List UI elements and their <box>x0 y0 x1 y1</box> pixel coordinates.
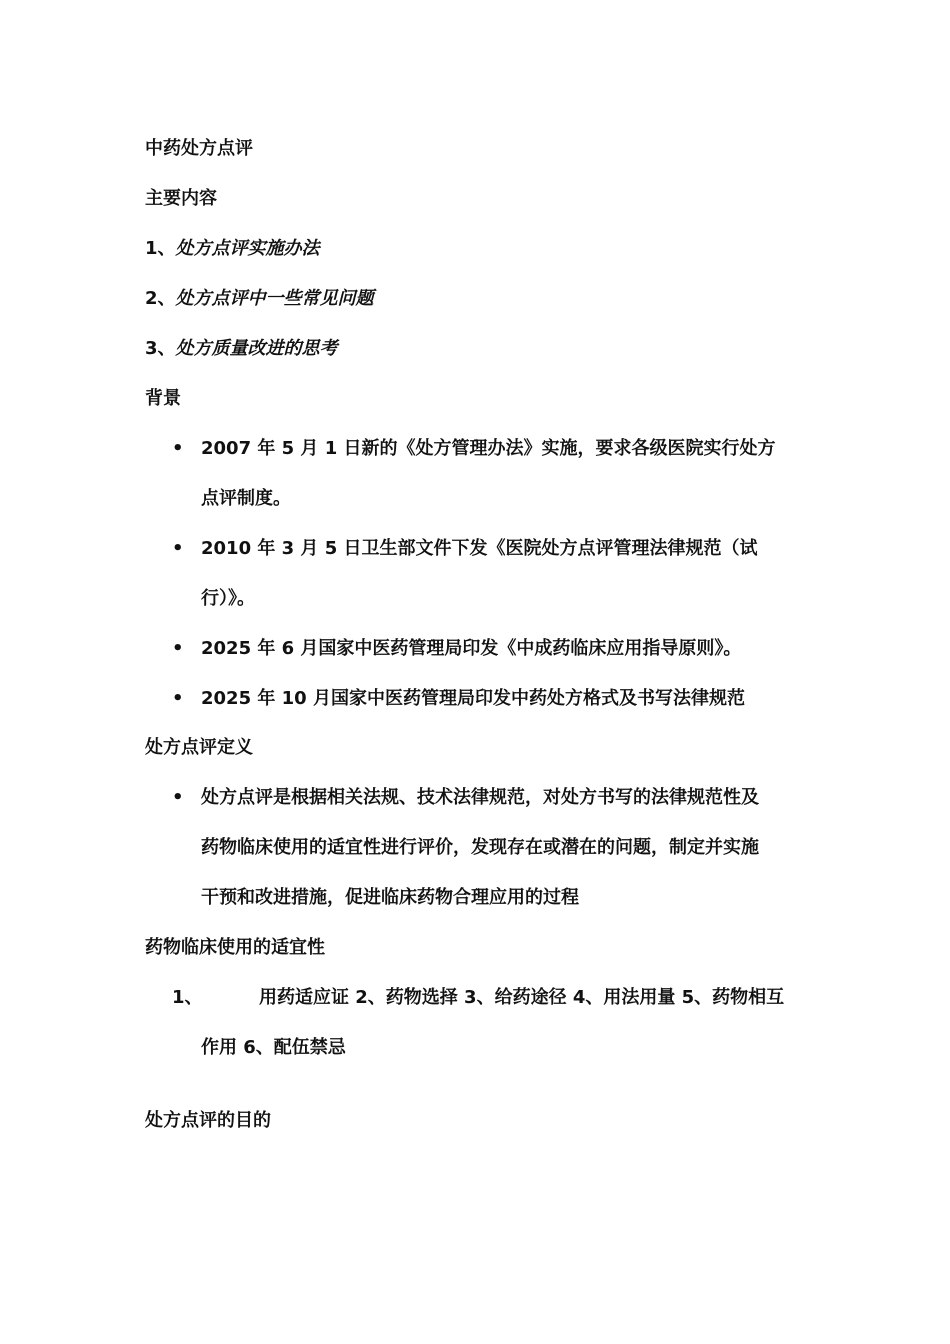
contents-item-number: 2、 <box>145 288 176 309</box>
contents-item <box>145 337 338 361</box>
contents-item-number: 1、 <box>145 238 176 259</box>
numbered-item-continuation: 作用 6、配伍禁忌 <box>201 1037 346 1058</box>
contents-item-number: 3、 <box>145 338 176 359</box>
bullet-continuation: 点评制度。 <box>201 488 291 509</box>
contents-item <box>145 287 374 311</box>
numbered-item-text: 用药适应证 2、药物选择 3、给药途径 4、用法用量 5、药物相互 <box>259 987 785 1008</box>
bullet-continuation: 行）》。 <box>201 588 255 609</box>
bullet-text: 2007 年 5 月 1 日新的《处方管理办法》实施，要求各级医院实行处方 <box>201 438 776 459</box>
contents-item-text: 处方点评实施办法 <box>175 238 320 259</box>
bullet-continuation: 药物临床使用的适宜性进行评价，发现存在或潜在的问题，制定并实施 <box>201 837 759 858</box>
suitability-heading: 药物临床使用的适宜性 <box>145 937 325 958</box>
bullet-text: 处方点评是根据相关法规、技术法律规范，对处方书写的法律规范性及 <box>201 787 759 808</box>
purpose-heading: 处方点评的目的 <box>145 1110 271 1131</box>
contents-item-text: 处方点评中一些常见问题 <box>175 288 374 309</box>
bullet-text: 2010 年 3 月 5 日卫生部文件下发《医院处方点评管理法律规范（试 <box>201 538 758 559</box>
bullet-text: 2025 年 10 月国家中医药管理局印发中药处方格式及书写法律规范 <box>201 688 745 709</box>
document-title: 中药处方点评 <box>145 138 253 159</box>
bullet-text: 2025 年 6 月国家中医药管理局印发《中成药临床应用指导原则》。 <box>201 638 742 659</box>
bullet-icon: • <box>172 787 184 808</box>
contents-heading: 主要内容 <box>145 188 217 209</box>
background-heading: 背景 <box>145 388 181 409</box>
bullet-icon: • <box>172 438 184 459</box>
bullet-icon: • <box>172 538 184 559</box>
bullet-icon: • <box>172 638 184 659</box>
bullet-icon: • <box>172 688 184 709</box>
definition-heading: 处方点评定义 <box>145 737 253 758</box>
numbered-item-label: 1、 <box>172 987 203 1008</box>
contents-item-text: 处方质量改进的思考 <box>175 338 338 359</box>
bullet-continuation: 干预和改进措施，促进临床药物合理应用的过程 <box>201 887 579 908</box>
contents-item <box>145 237 320 261</box>
